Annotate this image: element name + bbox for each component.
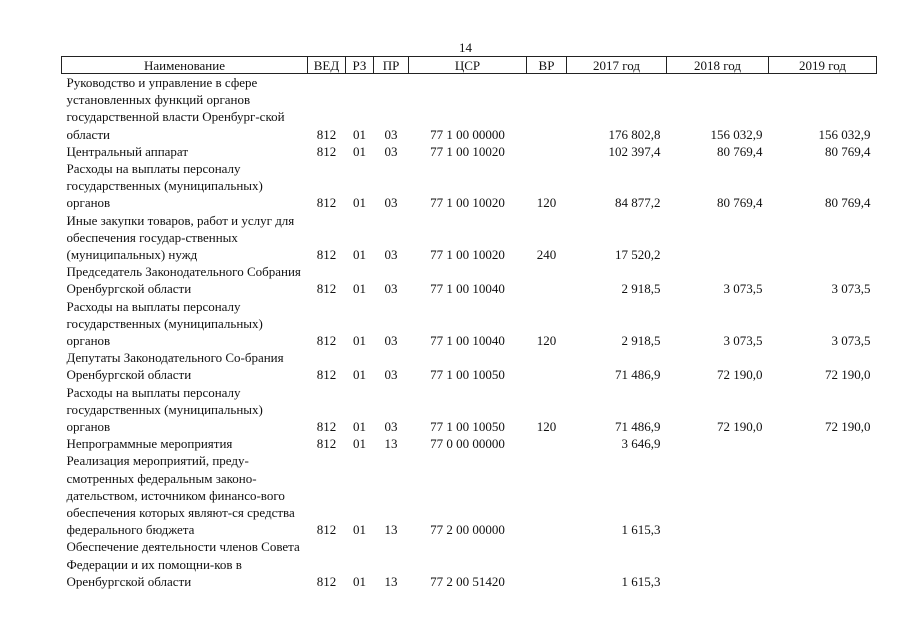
row-2019: 80 769,4: [825, 195, 871, 211]
row-rz: 01: [353, 573, 366, 589]
row-2019: 3 073,5: [831, 281, 871, 297]
row-2018: 80 769,4: [717, 195, 763, 211]
row-rz: 01: [353, 333, 366, 349]
row-csr: 77 1 00 10040: [430, 333, 505, 349]
table-row: [62, 263, 877, 297]
row-ved: 812: [316, 436, 337, 452]
row-csr: 77 1 00 10040: [430, 281, 505, 297]
row-rz: 01: [353, 247, 366, 263]
row-2017: 176 802,8: [608, 126, 661, 142]
row-pr: 03: [384, 126, 398, 142]
row-2018: 3 073,5: [723, 333, 763, 349]
col-header-2017: 2017 год: [567, 57, 667, 74]
col-header-pr: ПР: [374, 57, 409, 74]
row-vr: 240: [536, 247, 557, 263]
table-row: [62, 538, 877, 590]
row-name: Иные закупки товаров, работ и услуг для обеспечения государ-ственных (муниципальных) нужд: [66, 212, 295, 263]
row-rz: 01: [353, 367, 366, 383]
table-row: [62, 349, 877, 383]
col-header-csr: ЦСР: [409, 57, 527, 74]
row-ved: 812: [316, 281, 337, 297]
row-2019: 3 073,5: [831, 333, 871, 349]
row-ved: 812: [316, 126, 337, 142]
row-pr: 03: [384, 419, 398, 435]
row-vr: 120: [536, 333, 557, 349]
row-2018: [667, 538, 769, 590]
row-pr: 03: [384, 333, 398, 349]
row-2017: 102 397,4: [608, 143, 661, 159]
row-pr: 03: [384, 281, 398, 297]
row-2017: 1 615,3: [621, 573, 661, 589]
row-2019: 156 032,9: [818, 126, 871, 142]
row-ved: 812: [316, 247, 337, 263]
row-2019: [769, 452, 877, 538]
row-2019: 72 190,0: [825, 367, 871, 383]
row-2019: 72 190,0: [825, 419, 871, 435]
row-2019: 80 769,4: [825, 143, 871, 159]
row-rz: 01: [353, 143, 366, 159]
row-name: Расходы на выплаты персоналу государственных (муниципальных) органов: [66, 161, 263, 211]
row-2018: 72 190,0: [717, 419, 763, 435]
row-2017: 71 486,9: [615, 367, 661, 383]
row-2017: 2 918,5: [621, 333, 661, 349]
row-name: Центральный аппарат: [66, 143, 189, 159]
row-csr: 77 2 00 51420: [430, 573, 505, 589]
row-name: Обеспечение деятельности членов Совета Федерации и их помощни-ков в Оренбургской области: [66, 539, 300, 589]
row-ved: 812: [316, 333, 337, 349]
row-2017: 71 486,9: [615, 419, 661, 435]
row-rz: 01: [353, 195, 366, 211]
budget-table: [61, 56, 877, 590]
row-name: Расходы на выплаты персоналу государственных (муниципальных) органов: [66, 298, 263, 349]
row-rz: 01: [353, 522, 366, 538]
row-csr: 77 1 00 00000: [430, 126, 505, 142]
row-name: Руководство и управление в сфере установленных функций органов государственной власти Оренбург-ской области: [66, 75, 285, 142]
row-2017: 2 918,5: [621, 281, 661, 297]
row-vr: [527, 263, 567, 297]
row-2018: 80 769,4: [717, 143, 763, 159]
col-header-name: Наименование: [62, 57, 308, 74]
row-name: Реализация мероприятий, преду-смотренных федеральным законо-дательством, источником финансо-вого обеспечения которых являют-ся средства федерального бюджета: [66, 453, 295, 538]
row-ved: 812: [316, 195, 337, 211]
row-rz: 01: [353, 419, 366, 435]
row-2019: [769, 435, 877, 452]
row-csr: 77 0 00 00000: [430, 436, 505, 452]
row-ved: 812: [316, 573, 337, 589]
col-header-rz: РЗ: [346, 57, 374, 74]
page-number: 14: [459, 40, 472, 55]
table-row: [62, 74, 877, 143]
row-vr: [527, 349, 567, 383]
row-ved: 812: [316, 522, 337, 538]
row-csr: 77 1 00 10020: [430, 143, 505, 159]
row-vr: 120: [536, 195, 557, 211]
row-vr: [527, 143, 567, 160]
row-name: Расходы на выплаты персоналу государственных (муниципальных) органов: [66, 384, 263, 435]
row-vr: [527, 74, 567, 143]
table-header-row: [62, 57, 877, 74]
table-row: [62, 160, 877, 212]
row-pr: 13: [384, 573, 398, 589]
row-ved: 812: [316, 367, 337, 383]
row-2018: [667, 452, 769, 538]
row-rz: 01: [353, 436, 366, 452]
row-ved: 812: [316, 419, 337, 435]
row-vr: [527, 435, 567, 452]
row-pr: 03: [384, 195, 398, 211]
row-name: Непрограммные мероприятия: [66, 436, 233, 452]
col-header-ved: ВЕД: [308, 57, 346, 74]
row-rz: 01: [353, 281, 366, 297]
col-header-2019: 2019 год: [769, 57, 877, 74]
col-header-2018: 2018 год: [667, 57, 769, 74]
row-vr: [527, 538, 567, 590]
row-2019: [769, 538, 877, 590]
row-2018: 72 190,0: [717, 367, 763, 383]
row-2018: [667, 212, 769, 264]
table-row: [62, 143, 877, 160]
table-row: [62, 384, 877, 436]
row-ved: 812: [316, 143, 337, 159]
row-csr: 77 1 00 10020: [430, 247, 505, 263]
col-header-vr: ВР: [527, 57, 567, 74]
row-csr: 77 1 00 10020: [430, 195, 505, 211]
row-vr: [527, 452, 567, 538]
row-vr: 120: [536, 419, 557, 435]
row-2017: 1 615,3: [621, 522, 661, 538]
table-row: [62, 452, 877, 538]
row-pr: 03: [384, 143, 398, 159]
row-2017: 84 877,2: [615, 195, 661, 211]
row-2017: 17 520,2: [615, 247, 661, 263]
row-csr: 77 1 00 10050: [430, 367, 505, 383]
row-pr: 03: [384, 247, 398, 263]
table-row: [62, 212, 877, 264]
table-row: [62, 435, 877, 452]
row-csr: 77 1 00 10050: [430, 419, 505, 435]
row-pr: 03: [384, 367, 398, 383]
row-2017: 3 646,9: [621, 436, 661, 452]
row-name: Председатель Законодательного Собрания Оренбургской области: [66, 264, 301, 297]
row-2018: [667, 435, 769, 452]
row-pr: 13: [384, 436, 398, 452]
row-2018: 3 073,5: [723, 281, 763, 297]
row-csr: 77 2 00 00000: [430, 522, 505, 538]
row-2019: [769, 212, 877, 264]
row-2018: 156 032,9: [710, 126, 763, 142]
row-rz: 01: [353, 126, 366, 142]
row-pr: 13: [384, 522, 398, 538]
row-name: Депутаты Законодательного Со-брания Оренбургской области: [66, 350, 284, 383]
table-row: [62, 298, 877, 350]
